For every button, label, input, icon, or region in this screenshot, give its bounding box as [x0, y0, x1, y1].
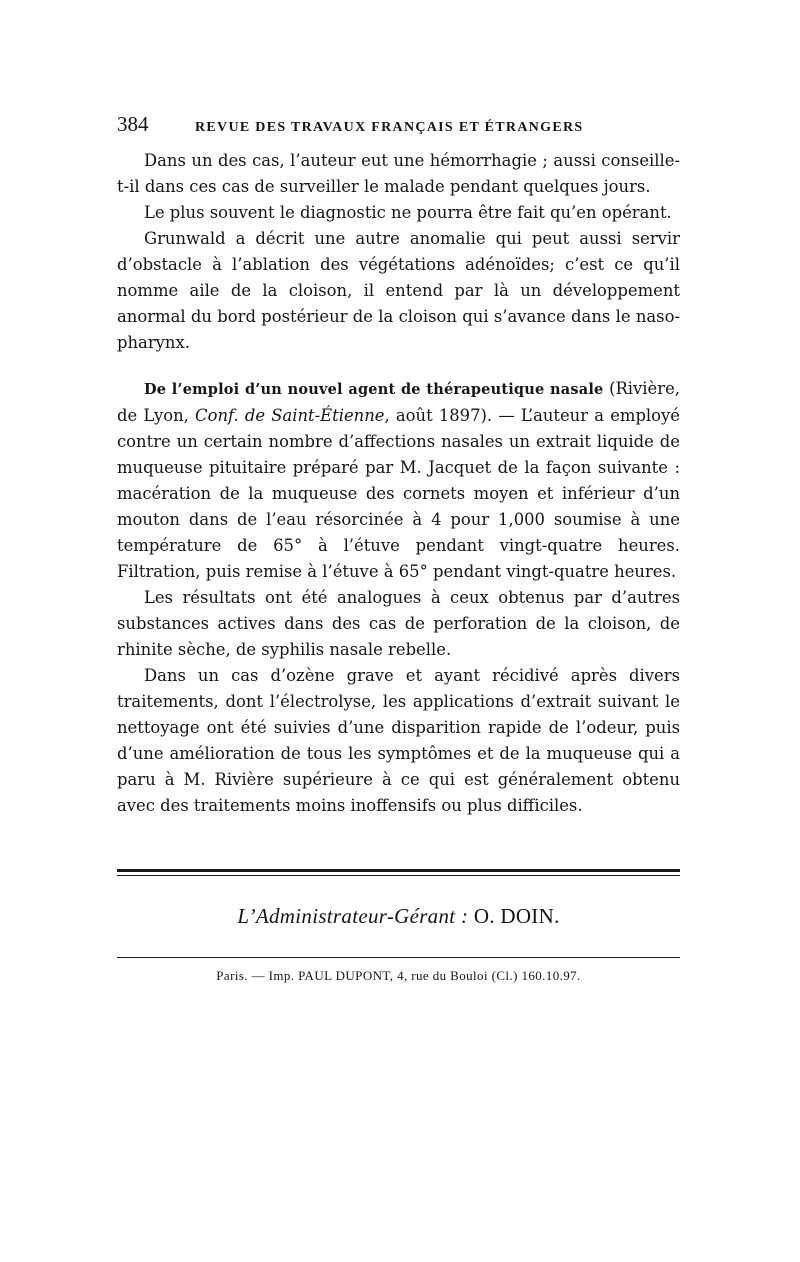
running-title: REVUE DES TRAVAUX FRANÇAIS ET ÉTRANGERS — [195, 120, 584, 135]
article-first-paragraph — [117, 376, 680, 585]
double-rule-divider — [117, 869, 680, 876]
signature-name: O. DOIN. — [473, 904, 560, 928]
citation-source: Conf. de Saint-Étienne — [195, 406, 385, 425]
printer-imprint: Paris. — Imp. PAUL DUPONT, 4, rue du Bouloi (Cl.) 160.10.97. — [216, 968, 581, 983]
thin-rule-divider — [117, 957, 680, 958]
document-page — [117, 112, 680, 984]
body-text — [117, 148, 680, 819]
paragraph: Dans un cas d’ozène grave et ayant récidivé après divers traitements, dont l’électrolyse, les applications d’extrait suivant le nettoyage ont été suivies d’une disparition rapide de l’odeur, puis d’une amélioration de tous les symptômes et de la muqueuse qui a paru à M. Rivière supérieure à ce qui est généralement obtenu avec des traitements moins inoffensifs ou plus difficiles. — [117, 666, 680, 815]
citation-close: , août 1897). — — [384, 406, 515, 425]
article-body: L’auteur a employé contre un certain nombre d’affections nasales un extrait liquide de muqueuse pituitaire préparé par M. Jacquet de la façon suivante : macération de la muqueuse des cornets moyen et inférieur d’un mouton dans de l’eau résorcinée à 4 pour 1,000 soumise à une température de 65° à l’étuve pendant vingt-quatre heures. Filtration, puis remise à l’étuve à 65° pendant vingt-quatre heures. — [117, 406, 681, 581]
running-head — [117, 112, 680, 148]
citation-open: (Rivière, de Lyon, — [117, 379, 680, 425]
paragraph: Le plus souvent le diagnostic ne pourra être fait qu’en opérant. — [144, 203, 672, 222]
signature-role: L’Administrateur-Gérant : — [237, 904, 469, 928]
section-spacer — [117, 356, 680, 376]
paragraph: Grunwald a décrit une autre anomalie qui peut aussi servir d’obstacle à l’ablation des végétations adénoïdes; c’est ce qu’il nomme aile de la cloison, il entend par là un développement anormal du bord postérieur de la cloison qui s’avance dans le naso-pharynx. — [117, 229, 680, 352]
page-number: 384 — [117, 112, 149, 136]
article-title: De l’emploi d’un nouvel agent de thérapeutique nasale — [144, 381, 604, 398]
signature-line — [117, 904, 680, 929]
paragraph: Dans un des cas, l’auteur eut une hémorrhagie ; aussi conseille-t-il dans ces cas de surveiller le malade pendant quelques jours. — [117, 151, 680, 196]
paragraph: Les résultats ont été analogues à ceux obtenus par d’autres substances actives dans des cas de perforation de la cloison, de rhinite sèche, de syphilis nasale rebelle. — [117, 588, 680, 659]
